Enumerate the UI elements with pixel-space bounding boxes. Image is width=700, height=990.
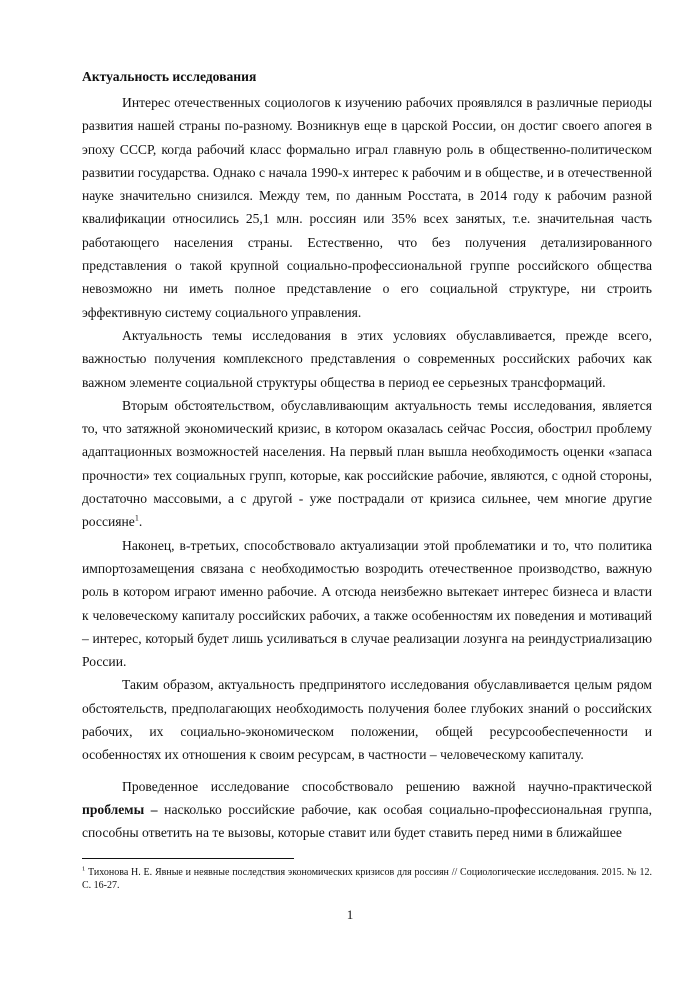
paragraph-1: Интерес отечественных социологов к изучению рабочих проявлялся в различные периоды развития нашей страны по-разному. Возникнув еще в царской России, он достиг своего апогея в эпоху СССР, когда рабочий класс формально играл главную роль в общественно-политическом развитии государства. Однако с начала 1990-х интерес к рабочим и в обществе, и в отечественной науке значительно снизился. Между тем, по данным Росстата, в 2014 году к рабочим разной квалификации относились 25,1 млн. россиян или 35% всех занятых, т.е. значительная часть работающего населения страны. Естественно, что без получения детализированного представления о такой крупной социально-профессиональной группе российского общества невозможно ни иметь полное представление о его социальной структуре, ни строить эффективную систему социального управления. [82,95,652,320]
paragraph-3 [82,394,652,534]
page-number: 1 [346,907,354,922]
section-heading: Актуальность исследования [82,69,257,84]
paragraph-4: Наконец, в-третьих, способствовало актуализации этой проблематики и то, что политика импортозамещения связана с необходимостью возродить отечественное производство, важную роль в котором играют именно рабочие. А отсюда неизбежно вытекает интерес бизнеса и власти к человеческому капиталу российских рабочих, а также особенностям их поведения и мотиваций – интерес, который будет лишь усиливаться в случае реализации лозунга на реиндустриализацию России. [82,537,652,670]
footnote-text: Тихонова Н. Е. Явные и неявные последствия экономических кризисов для россиян // Социологические исследования. 2015. № 12. С. 16-27. [82,867,652,891]
footnote [82,866,652,892]
footnote-reference[interactable]: 1 [134,513,139,523]
footnote-separator [82,858,294,859]
paragraph-2: Актуальность темы исследования в этих условиях обуславливается, прежде всего, важностью получения комплексного представления о современных российских рабочих как важном элементе социальной структуры общества в период ее серьезных трансформаций. [82,327,652,390]
paragraph-6-start: Проведенное исследование способствовало решению важной научно-практической [122,778,652,794]
paragraph-6 [82,775,652,845]
paragraph-5: Таким образом, актуальность предпринятого исследования обуславливается целым рядом обстоятельств, предполагающих необходимость получения более глубоких знаний о российских рабочих, их социально-экономическом положении, общей ресурсообеспеченности и особенностях их отношения к своим ресурсам, в частности – человеческому капиталу. [82,677,652,763]
paragraph-6-rest: насколько российские рабочие, как особая социально-профессиональная группа, способны ответить на те вызовы, которые ставит или будет ставить перед ними в ближайшее [82,801,652,841]
paragraph-6-bold-term: проблемы – [82,801,158,817]
footnote-number: 1 [82,865,86,873]
body-text [82,91,652,845]
paragraph-3-text: Вторым обстоятельством, обуславливающим актуальность темы исследования, является то, что затяжной экономический кризис, в котором оказалась сейчас Россия, обострил проблему адаптационных возможностей населения. На первый план вышла необходимость оценки «запаса прочности» тех социальных групп, которые, как российские рабочие, являются, с одной стороны, достаточно массовыми, а с другой - уже пострадали от кризиса сильнее, чем многие другие россияне [82,397,652,530]
paragraph-3-period: . [138,514,143,530]
